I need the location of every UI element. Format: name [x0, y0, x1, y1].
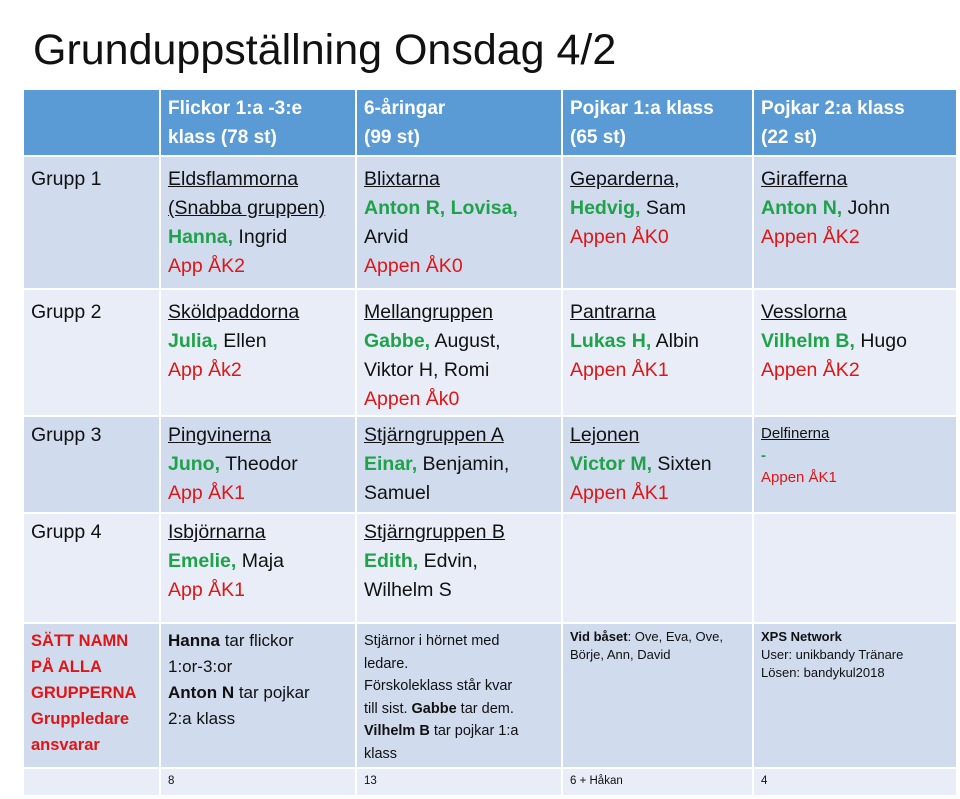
header-empty	[23, 89, 160, 156]
counts-row	[23, 768, 957, 796]
cell-skoldpaddorna: Sköldpaddorna Julia, Ellen App Åk2	[160, 289, 356, 416]
count-boys-1st: 6 + Håkan	[562, 768, 753, 796]
cell-delfinerna: Delfinerna - Appen ÅK1	[753, 416, 957, 513]
table-row	[23, 156, 957, 289]
header-row	[23, 89, 957, 156]
cell-stjarngruppen-b: Stjärngruppen B Edith, Edvin, Wilhelm S	[356, 513, 562, 623]
count-empty	[23, 768, 160, 796]
cell-eldsflammorna: Eldsflammorna (Snabba gruppen) Hanna, Ingrid App ÅK2	[160, 156, 356, 289]
header-girls: Flickor 1:a -3:e klass (78 st)	[160, 89, 356, 156]
count-boys-2nd: 4	[753, 768, 957, 796]
notes-six-year-olds: Stjärnor i hörnet med ledare. Förskoleklass står kvar till sist. Gabbe tar dem. Vilhelm B tar pojkar 1:a klass	[356, 623, 562, 768]
table-row	[23, 416, 957, 513]
row-label-grupp-2: Grupp 2	[23, 289, 160, 416]
header-boys-2nd: Pojkar 2:a klass (22 st)	[753, 89, 957, 156]
cell-vesslorna: Vesslorna Vilhelm B, Hugo Appen ÅK2	[753, 289, 957, 416]
header-boys-1st: Pojkar 1:a klass (65 st)	[562, 89, 753, 156]
cell-blixtarna: Blixtarna Anton R, Lovisa, Arvid Appen ÅK0	[356, 156, 562, 289]
row-label-grupp-3: Grupp 3	[23, 416, 160, 513]
cell-geparderna: Geparderna, Hedvig, Sam Appen ÅK0	[562, 156, 753, 289]
page-title: Grunduppställning Onsdag 4/2	[33, 26, 617, 74]
header-six-year-olds: 6-åringar (99 st)	[356, 89, 562, 156]
table-row	[23, 513, 957, 623]
cell-pingvinerna: Pingvinerna Juno, Theodor App ÅK1	[160, 416, 356, 513]
cell-lejonen: Lejonen Victor M, Sixten Appen ÅK1	[562, 416, 753, 513]
cell-stjarngruppen-a: Stjärngruppen A Einar, Benjamin, Samuel	[356, 416, 562, 513]
cell-pantrarna: Pantrarna Lukas H, Albin Appen ÅK1	[562, 289, 753, 416]
row-label-grupp-1: Grupp 1	[23, 156, 160, 289]
notes-boys-2nd: XPS Network User: unikbandy Tränare Lösen: bandykul2018	[753, 623, 957, 768]
count-girls: 8	[160, 768, 356, 796]
table-row	[23, 289, 957, 416]
count-six-year-olds: 13	[356, 768, 562, 796]
cell-empty	[753, 513, 957, 623]
cell-girafferna: Girafferna Anton N, John Appen ÅK2	[753, 156, 957, 289]
notes-girls: Hanna tar flickor 1:or-3:or Anton N tar pojkar 2:a klass	[160, 623, 356, 768]
cell-empty	[562, 513, 753, 623]
cell-mellangruppen: Mellangruppen Gabbe, August, Viktor H, Romi Appen Åk0	[356, 289, 562, 416]
group-table	[22, 88, 958, 797]
notes-boys-1st: Vid båset: Ove, Eva, Ove, Börje, Ann, David	[562, 623, 753, 768]
notes-row	[23, 623, 957, 768]
cell-isbjornarna: Isbjörnarna Emelie, Maja App ÅK1	[160, 513, 356, 623]
notes-label: SÄTT NAMN PÅ ALLA GRUPPERNA Gruppledare ansvarar	[23, 623, 160, 768]
row-label-grupp-4: Grupp 4	[23, 513, 160, 623]
